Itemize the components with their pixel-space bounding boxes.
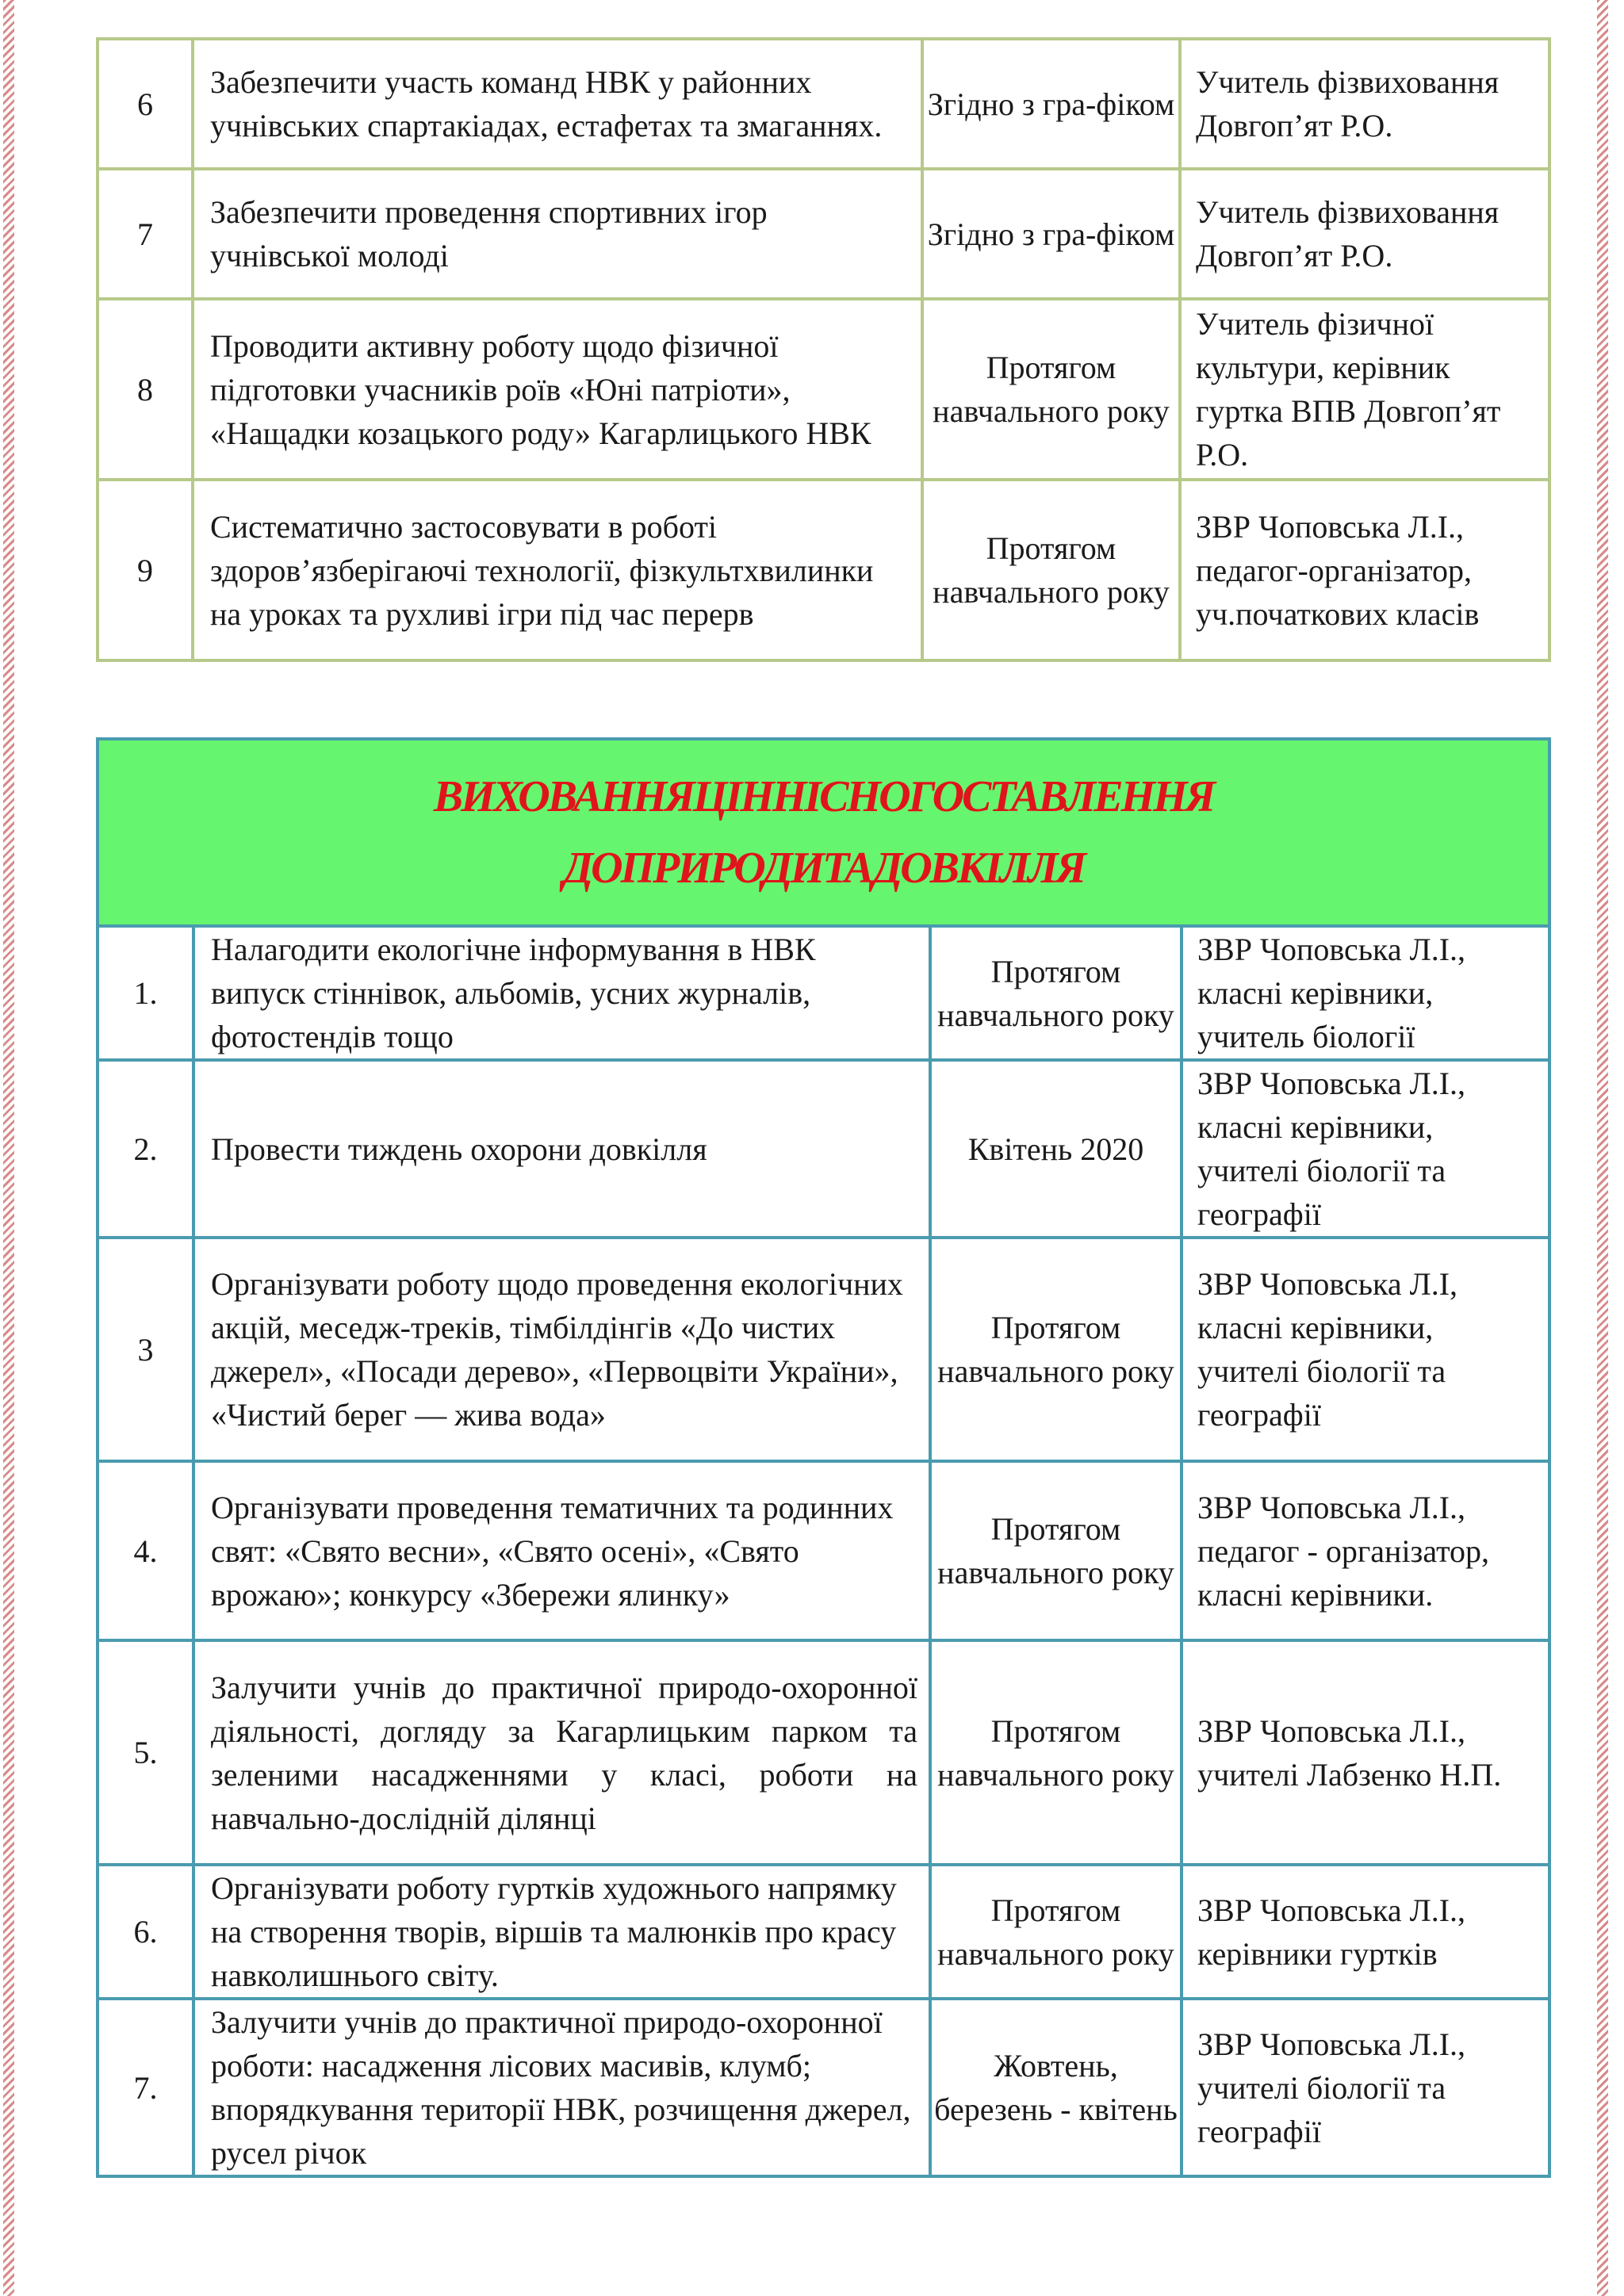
- row-number: 8: [98, 299, 193, 480]
- term-cell: Протягом навчального року: [930, 1865, 1182, 1999]
- task-cell: Систематично застосовувати в роботі здоров’язберігаючі технології, фізкультхвилинки на уроках та рухливі ігри під час перерв: [193, 480, 922, 660]
- task-cell: Організувати роботу щодо проведення екологічних акцій, меседж-треків, тімбілдінгів «До чистих джерел», «Посади дерево», «Первоцвіти України», «Чистий берег — жива вода»: [193, 1238, 930, 1461]
- responsible-cell: Учитель фізвиховання Довгоп’ят Р.О.: [1180, 39, 1549, 169]
- responsible-cell: ЗВР Чоповська Л.І., учителі Лабзенко Н.П.: [1182, 1640, 1549, 1865]
- row-number: 2.: [98, 1060, 193, 1238]
- term-cell: Згідно з гра-фіком: [922, 169, 1180, 299]
- term-cell: Квітень 2020: [930, 1060, 1182, 1238]
- table-row: [98, 1999, 1549, 2176]
- task-cell: Провести тиждень охорони довкілля: [193, 1060, 930, 1238]
- row-number: 7: [98, 169, 193, 299]
- term-cell: Протягом навчального року: [922, 299, 1180, 480]
- row-number: 1.: [98, 926, 193, 1060]
- term-cell: Згідно з гра-фіком: [922, 39, 1180, 169]
- responsible-cell: ЗВР Чоповська Л.І., керівники гуртків: [1182, 1865, 1549, 1999]
- sport-activities-table: [96, 37, 1551, 662]
- responsible-cell: ЗВР Чоповська Л.І., педагог-організатор, уч.початкових класів: [1180, 480, 1549, 660]
- task-cell: Проводити активну роботу щодо фізичної підготовки учасників роїв «Юні патріоти», «Нащадки козацького роду» Кагарлицького НВК: [193, 299, 922, 480]
- table-row: [98, 1238, 1549, 1461]
- task-cell: Забезпечити проведення спортивних ігор учнівської молоді: [193, 169, 922, 299]
- ecology-activities-table: [96, 737, 1551, 2178]
- term-cell: Протягом навчального року: [930, 1640, 1182, 1865]
- decorative-border-left: [3, 0, 14, 2296]
- table-row: [98, 39, 1549, 169]
- task-cell: Забезпечити участь команд НВК у районних учнівських спартакіадах, естафетах та змаганнях.: [193, 39, 922, 169]
- responsible-cell: Учитель фізвиховання Довгоп’ят Р.О.: [1180, 169, 1549, 299]
- table-row: [98, 1060, 1549, 1238]
- row-number: 7.: [98, 1999, 193, 2176]
- term-cell: Жовтень, березень - квітень: [930, 1999, 1182, 2176]
- term-cell: Протягом навчального року: [922, 480, 1180, 660]
- table-row: [98, 1865, 1549, 1999]
- responsible-cell: Учитель фізичної культури, керівник гуртка ВПВ Довгоп’ят Р.О.: [1180, 299, 1549, 480]
- row-number: 5.: [98, 1640, 193, 1865]
- responsible-cell: ЗВР Чоповська Л.І., педагог - організатор, класні керівники.: [1182, 1461, 1549, 1640]
- term-cell: Протягом навчального року: [930, 926, 1182, 1060]
- task-cell: Налагодити екологічне інформування в НВК випуск стіннівок, альбомів, усних журналів, фотостендів тощо: [193, 926, 930, 1060]
- task-cell: Залучити учнів до практичної природо-охоронної роботи: насадження лісових масивів, клумб; впорядкування території НВК, розчищення джерел, русел річок: [193, 1999, 930, 2176]
- row-number: 6.: [98, 1865, 193, 1999]
- term-cell: Протягом навчального року: [930, 1238, 1182, 1461]
- section-title-line-1: ВИХОВАННЯЦІННІСНОГОСТАВЛЕННЯ: [433, 772, 1214, 821]
- responsible-cell: ЗВР Чоповська Л.І, класні керівники, учителі біології та географії: [1182, 1238, 1549, 1461]
- table-row: [98, 1640, 1549, 1865]
- table-row: [98, 299, 1549, 480]
- table-row: [98, 480, 1549, 660]
- table-row: [98, 926, 1549, 1060]
- section-title-line-2: ДОПРИРОДИТАДОВКІЛЛЯ: [562, 844, 1085, 893]
- section-title: [98, 739, 1549, 926]
- row-number: 3: [98, 1238, 193, 1461]
- table-row: [98, 169, 1549, 299]
- row-number: 6: [98, 39, 193, 169]
- task-cell: Організувати роботу гуртків художнього напрямку на створення творів, віршів та малюнків про красу навколишнього світу.: [193, 1865, 930, 1999]
- term-cell: Протягом навчального року: [930, 1461, 1182, 1640]
- table-row: [98, 1461, 1549, 1640]
- row-number: 4.: [98, 1461, 193, 1640]
- section-header-row: [98, 739, 1549, 926]
- row-number: 9: [98, 480, 193, 660]
- responsible-cell: ЗВР Чоповська Л.І., учителі біології та географії: [1182, 1999, 1549, 2176]
- responsible-cell: ЗВР Чоповська Л.І., класні керівники, учителі біології та географії: [1182, 1060, 1549, 1238]
- decorative-border-right: [1597, 0, 1608, 2296]
- task-cell: Організувати проведення тематичних та родинних свят: «Свято весни», «Свято осені», «Свято врожаю»; конкурсу «Збережи ялинку»: [193, 1461, 930, 1640]
- responsible-cell: ЗВР Чоповська Л.І., класні керівники, учитель біології: [1182, 926, 1549, 1060]
- task-cell: Залучити учнів до практичної природо-охоронної діяльності, догляду за Кагарлицьким парком та зеленими насадженнями у класі, роботи на навчально-дослідній ділянці: [193, 1640, 930, 1865]
